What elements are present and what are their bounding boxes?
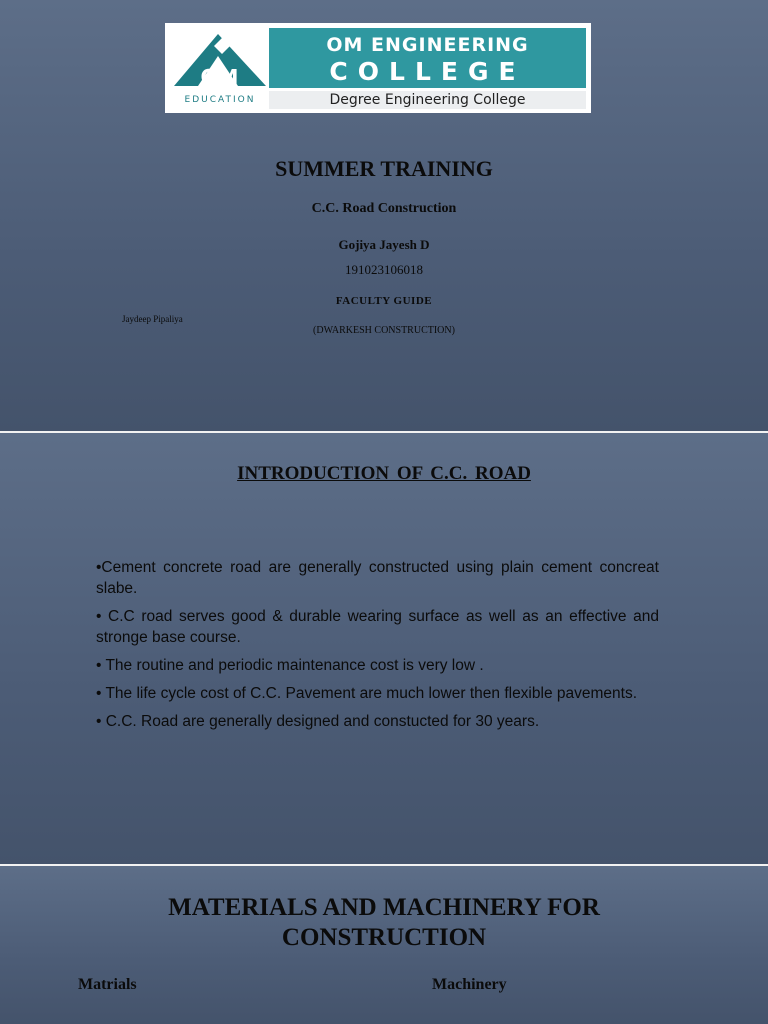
company-name: (DWARKESH CONSTRUCTION) (313, 325, 455, 336)
heading-line2: CONSTRUCTION (281, 924, 487, 951)
bullet-item: • The routine and periodic maintenance cost is very low . (96, 657, 484, 674)
heading-line1: MATERIALS AND MACHINERY FOR (168, 894, 600, 921)
slide-introduction (0, 433, 768, 864)
machinery-column-heading: Machinery (432, 976, 507, 993)
bullet-item: • C.C. Road are generally designed and constucted for 30 years. (96, 713, 540, 730)
logo-name-line2: COLLEGE (329, 57, 526, 86)
materials-machinery-heading (0, 893, 768, 953)
logo-name-band (269, 28, 586, 88)
faculty-guide-name: Jaydeep Pipaliya (122, 314, 183, 324)
bullet-item: • The life cycle cost of C.C. Pavement are much lower then flexible pavements. (96, 685, 637, 702)
introduction-heading: INTRODUCTION OF C.C. ROAD (237, 463, 531, 484)
materials-column-heading: Matrials (78, 976, 137, 993)
logo-tagline: Degree Engineering College (269, 91, 586, 109)
bullet-item: • C.C road serves good & durable wearing surface as well as an effective and stronge base course. (96, 608, 659, 646)
om-education-logo-icon (170, 28, 270, 108)
svg-text:OM: OM (200, 65, 240, 89)
introduction-bullets (96, 557, 659, 739)
logo-name-line1: OM ENGINEERING (326, 34, 529, 56)
college-logo (165, 23, 591, 113)
enrollment-number: 191023106018 (345, 262, 423, 277)
faculty-guide-label: FACULTY GUIDE (335, 295, 433, 307)
slide-title-heading: SUMMER TRAINING (275, 156, 493, 181)
slide-title (0, 0, 768, 431)
student-name: Gojiya Jayesh D (338, 237, 430, 252)
slide-materials-machinery (0, 866, 768, 1024)
bullet-item: •Cement concrete road are generally constructed using plain cement concreat slabe. (96, 559, 659, 597)
svg-text:EDUCATION: EDUCATION (184, 95, 256, 105)
project-subtitle: C.C. Road Construction (311, 201, 457, 216)
